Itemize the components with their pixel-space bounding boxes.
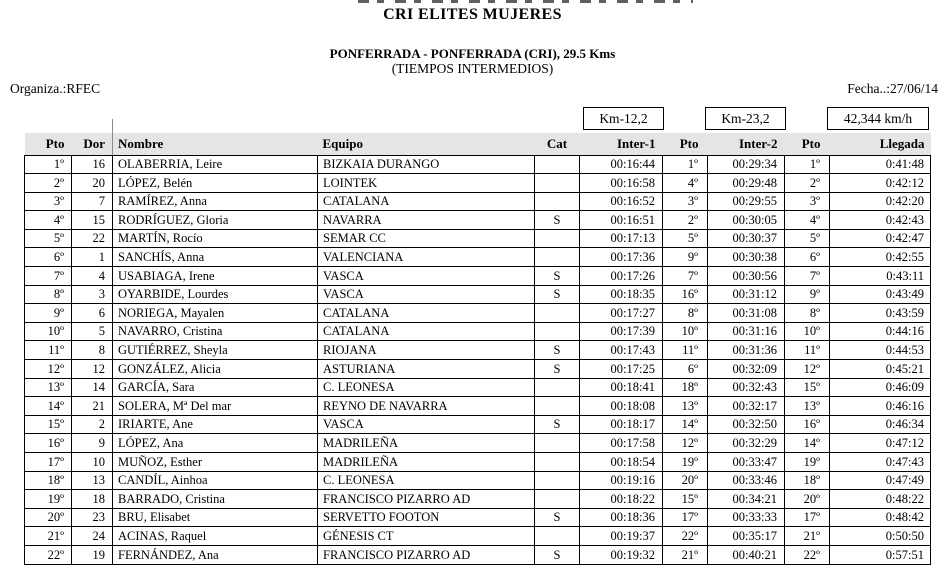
cell-equipo: CATALANA <box>318 322 535 341</box>
cell-pto-inter1: 19º <box>663 453 708 472</box>
cell-inter1: 00:17:58 <box>580 434 663 453</box>
cell-llegada: 0:43:59 <box>830 304 931 323</box>
cell-llegada: 0:46:16 <box>830 397 931 416</box>
cell-pto-inter1: 11º <box>663 341 708 360</box>
table-row <box>25 527 931 546</box>
cell-inter1: 00:17:39 <box>580 322 663 341</box>
cell-llegada: 0:42:20 <box>830 192 931 211</box>
cell-equipo: BIZKAIA DURANGO <box>318 155 535 174</box>
cell-pto: 20º <box>25 508 72 527</box>
cell-dor: 6 <box>72 304 113 323</box>
cell-inter2: 00:29:48 <box>708 174 785 193</box>
cell-equipo: VASCA <box>318 285 535 304</box>
cell-pto-inter2: 20º <box>785 490 830 509</box>
cell-nombre: OYARBIDE, Lourdes <box>113 285 318 304</box>
cell-dor: 22 <box>72 229 113 248</box>
cell-inter1: 00:16:51 <box>580 211 663 230</box>
table-row <box>25 322 931 341</box>
cell-cat <box>535 248 580 267</box>
cell-inter1: 00:19:16 <box>580 471 663 490</box>
cell-llegada: 0:48:42 <box>830 508 931 527</box>
cell-inter2: 00:30:56 <box>708 267 785 286</box>
cell-pto-inter1: 6º <box>663 360 708 379</box>
cell-inter1: 00:16:44 <box>580 155 663 174</box>
header-pto: Pto <box>25 133 72 155</box>
cell-pto-inter2: 14º <box>785 434 830 453</box>
cell-inter2: 00:33:47 <box>708 453 785 472</box>
results-tbody <box>25 155 931 564</box>
cell-dor: 7 <box>72 192 113 211</box>
cell-pto: 12º <box>25 360 72 379</box>
cell-llegada: 0:45:21 <box>830 360 931 379</box>
cell-pto: 11º <box>25 341 72 360</box>
cell-inter1: 00:17:36 <box>580 248 663 267</box>
cell-cat <box>535 397 580 416</box>
cell-cat <box>535 453 580 472</box>
table-row <box>25 397 931 416</box>
cell-pto: 19º <box>25 490 72 509</box>
cell-pto: 1º <box>25 155 72 174</box>
cell-nombre: FERNÁNDEZ, Ana <box>113 545 318 564</box>
checkpoint-km12-box: Km-12,2 <box>583 107 664 130</box>
cell-equipo: VASCA <box>318 267 535 286</box>
table-row <box>25 304 931 323</box>
cell-cat: S <box>535 267 580 286</box>
cell-cat <box>535 490 580 509</box>
cell-cat: S <box>535 211 580 230</box>
cell-inter2: 00:31:08 <box>708 304 785 323</box>
cell-llegada: 0:42:55 <box>830 248 931 267</box>
cell-cat <box>535 378 580 397</box>
cell-dor: 10 <box>72 453 113 472</box>
cell-pto: 17º <box>25 453 72 472</box>
cell-nombre: CANDÍL, Ainhoa <box>113 471 318 490</box>
cell-inter1: 00:17:27 <box>580 304 663 323</box>
cell-dor: 20 <box>72 174 113 193</box>
header-row <box>25 133 931 155</box>
cell-nombre: NAVARRO, Cristina <box>113 322 318 341</box>
cell-inter2: 00:32:43 <box>708 378 785 397</box>
cell-pto-inter2: 13º <box>785 397 830 416</box>
cell-pto-inter1: 8º <box>663 304 708 323</box>
cell-llegada: 0:43:49 <box>830 285 931 304</box>
cell-inter1: 00:17:26 <box>580 267 663 286</box>
cell-dor: 13 <box>72 471 113 490</box>
cell-pto-inter1: 3º <box>663 192 708 211</box>
date-label: Fecha..:27/06/14 <box>847 81 938 96</box>
cell-nombre: GARCÍA, Sara <box>113 378 318 397</box>
results-table-header <box>25 133 931 155</box>
cell-nombre: ACINAS, Raquel <box>113 527 318 546</box>
cell-llegada: 0:57:51 <box>830 545 931 564</box>
cell-inter2: 00:31:16 <box>708 322 785 341</box>
cell-cat <box>535 322 580 341</box>
cell-cat: S <box>535 545 580 564</box>
header-inter2: Inter-2 <box>708 133 785 155</box>
cell-pto: 18º <box>25 471 72 490</box>
cell-pto: 9º <box>25 304 72 323</box>
cell-inter2: 00:32:17 <box>708 397 785 416</box>
cell-pto: 2º <box>25 174 72 193</box>
cell-inter2: 00:32:09 <box>708 360 785 379</box>
cell-pto: 10º <box>25 322 72 341</box>
cell-inter1: 00:17:25 <box>580 360 663 379</box>
cell-inter2: 00:31:12 <box>708 285 785 304</box>
cell-dor: 21 <box>72 397 113 416</box>
cell-inter1: 00:18:41 <box>580 378 663 397</box>
cell-pto-inter2: 15º <box>785 378 830 397</box>
cell-cat <box>535 155 580 174</box>
cell-dor: 8 <box>72 341 113 360</box>
cell-pto-inter1: 4º <box>663 174 708 193</box>
cell-pto-inter1: 10º <box>663 322 708 341</box>
cell-pto: 8º <box>25 285 72 304</box>
cell-pto-inter1: 21º <box>663 545 708 564</box>
cropped-text-top-edge <box>358 0 693 3</box>
cell-pto: 14º <box>25 397 72 416</box>
cell-llegada: 0:42:47 <box>830 229 931 248</box>
cell-llegada: 0:46:34 <box>830 415 931 434</box>
table-row <box>25 155 931 174</box>
cell-pto: 15º <box>25 415 72 434</box>
table-row <box>25 415 931 434</box>
cell-inter1: 00:18:36 <box>580 508 663 527</box>
cell-pto-inter1: 20º <box>663 471 708 490</box>
cell-pto-inter2: 3º <box>785 192 830 211</box>
cell-pto-inter2: 5º <box>785 229 830 248</box>
cell-pto-inter1: 17º <box>663 508 708 527</box>
cell-llegada: 0:44:16 <box>830 322 931 341</box>
cell-dor: 24 <box>72 527 113 546</box>
cell-nombre: IRIARTE, Ane <box>113 415 318 434</box>
cell-nombre: BRU, Elisabet <box>113 508 318 527</box>
cell-equipo: SEMAR CC <box>318 229 535 248</box>
cell-inter1: 00:18:17 <box>580 415 663 434</box>
cell-inter1: 00:16:58 <box>580 174 663 193</box>
cell-equipo: ASTURIANA <box>318 360 535 379</box>
cell-inter2: 00:30:37 <box>708 229 785 248</box>
cell-pto: 7º <box>25 267 72 286</box>
cell-cat: S <box>535 285 580 304</box>
table-row <box>25 248 931 267</box>
table-row <box>25 285 931 304</box>
cell-pto: 21º <box>25 527 72 546</box>
cell-llegada: 0:42:43 <box>830 211 931 230</box>
cell-equipo: REYNO DE NAVARRA <box>318 397 535 416</box>
cell-llegada: 0:44:53 <box>830 341 931 360</box>
cell-nombre: LÓPEZ, Belén <box>113 174 318 193</box>
cell-llegada: 0:50:50 <box>830 527 931 546</box>
cell-pto: 13º <box>25 378 72 397</box>
cell-cat: S <box>535 341 580 360</box>
cell-pto: 3º <box>25 192 72 211</box>
cell-equipo: VASCA <box>318 415 535 434</box>
cell-pto-inter2: 16º <box>785 415 830 434</box>
checkpoint-km23-box: Km-23,2 <box>705 107 786 130</box>
cell-llegada: 0:47:43 <box>830 453 931 472</box>
cell-inter1: 00:18:35 <box>580 285 663 304</box>
header-dor: Dor <box>72 133 113 155</box>
table-row <box>25 490 931 509</box>
results-table <box>24 133 931 565</box>
cell-pto-inter2: 12º <box>785 360 830 379</box>
cell-equipo: CATALANA <box>318 304 535 323</box>
table-row <box>25 471 931 490</box>
cell-inter2: 00:31:36 <box>708 341 785 360</box>
cell-equipo: RIOJANA <box>318 341 535 360</box>
cell-nombre: SANCHÍS, Anna <box>113 248 318 267</box>
cell-dor: 19 <box>72 545 113 564</box>
cell-equipo: NAVARRA <box>318 211 535 230</box>
cell-pto: 5º <box>25 229 72 248</box>
cell-pto: 6º <box>25 248 72 267</box>
table-row <box>25 174 931 193</box>
cell-pto-inter2: 2º <box>785 174 830 193</box>
header-cat: Cat <box>535 133 580 155</box>
cell-inter2: 00:33:33 <box>708 508 785 527</box>
cell-equipo: SERVETTO FOOTON <box>318 508 535 527</box>
cell-nombre: BARRADO, Cristina <box>113 490 318 509</box>
cell-dor: 5 <box>72 322 113 341</box>
table-row <box>25 192 931 211</box>
cell-pto-inter2: 17º <box>785 508 830 527</box>
cell-nombre: MARTÍN, Rocío <box>113 229 318 248</box>
cell-pto-inter1: 2º <box>663 211 708 230</box>
cell-nombre: GUTIÉRREZ, Sheyla <box>113 341 318 360</box>
cell-equipo: VALENCIANA <box>318 248 535 267</box>
cell-llegada: 0:41:48 <box>830 155 931 174</box>
cell-equipo: LOINTEK <box>318 174 535 193</box>
cell-pto-inter1: 14º <box>663 415 708 434</box>
cell-cat <box>535 229 580 248</box>
cell-llegada: 0:43:11 <box>830 267 931 286</box>
table-row <box>25 453 931 472</box>
cell-cat: S <box>535 508 580 527</box>
cell-equipo: CATALANA <box>318 192 535 211</box>
cell-inter2: 00:32:29 <box>708 434 785 453</box>
cell-inter1: 00:17:43 <box>580 341 663 360</box>
table-row <box>25 508 931 527</box>
cell-cat <box>535 174 580 193</box>
cell-equipo: FRANCISCO PIZARRO AD <box>318 490 535 509</box>
cell-pto-inter1: 16º <box>663 285 708 304</box>
cell-inter2: 00:35:17 <box>708 527 785 546</box>
header-pto-inter1: Pto <box>663 133 708 155</box>
cell-inter1: 00:18:22 <box>580 490 663 509</box>
table-row <box>25 378 931 397</box>
cell-pto-inter2: 6º <box>785 248 830 267</box>
cell-cat <box>535 527 580 546</box>
cell-pto-inter1: 22º <box>663 527 708 546</box>
cell-llegada: 0:47:12 <box>830 434 931 453</box>
cell-inter1: 00:19:32 <box>580 545 663 564</box>
cell-llegada: 0:46:09 <box>830 378 931 397</box>
cell-inter1: 00:18:54 <box>580 453 663 472</box>
table-row <box>25 211 931 230</box>
cell-equipo: MADRILEÑA <box>318 434 535 453</box>
page-title: CRI ELITES MUJERES <box>383 6 562 23</box>
cell-inter2: 00:30:38 <box>708 248 785 267</box>
header-nombre: Nombre <box>113 133 318 155</box>
cell-pto-inter1: 7º <box>663 267 708 286</box>
cell-dor: 14 <box>72 378 113 397</box>
cell-inter2: 00:33:46 <box>708 471 785 490</box>
cell-nombre: OLABERRIA, Leire <box>113 155 318 174</box>
cell-inter1: 00:17:13 <box>580 229 663 248</box>
cell-cat <box>535 304 580 323</box>
cell-inter2: 00:34:21 <box>708 490 785 509</box>
cell-nombre: GONZÁLEZ, Alicia <box>113 360 318 379</box>
cell-pto: 16º <box>25 434 72 453</box>
organizer-label: Organiza.:RFEC <box>10 81 101 96</box>
cell-cat: S <box>535 360 580 379</box>
cell-pto-inter1: 15º <box>663 490 708 509</box>
cell-pto-inter2: 18º <box>785 471 830 490</box>
cell-dor: 16 <box>72 155 113 174</box>
cell-pto-inter2: 8º <box>785 304 830 323</box>
table-row <box>25 545 931 564</box>
cell-dor: 1 <box>72 248 113 267</box>
cell-inter2: 00:30:05 <box>708 211 785 230</box>
column-divider-tick <box>112 119 113 134</box>
cell-inter2: 00:40:21 <box>708 545 785 564</box>
cell-pto-inter2: 7º <box>785 267 830 286</box>
cell-pto-inter2: 21º <box>785 527 830 546</box>
table-row <box>25 434 931 453</box>
cell-pto-inter2: 11º <box>785 341 830 360</box>
header-llegada: Llegada <box>830 133 931 155</box>
cell-pto: 4º <box>25 211 72 230</box>
cell-equipo: FRANCISCO PIZARRO AD <box>318 545 535 564</box>
cell-dor: 3 <box>72 285 113 304</box>
cell-equipo: C. LEONESA <box>318 471 535 490</box>
cell-cat: S <box>535 415 580 434</box>
cell-pto-inter2: 4º <box>785 211 830 230</box>
cell-equipo: GÉNESIS CT <box>318 527 535 546</box>
table-row <box>25 341 931 360</box>
cell-nombre: LÓPEZ, Ana <box>113 434 318 453</box>
cell-pto-inter2: 19º <box>785 453 830 472</box>
cell-inter2: 00:29:55 <box>708 192 785 211</box>
table-row <box>25 360 931 379</box>
table-row <box>25 267 931 286</box>
cell-cat <box>535 192 580 211</box>
cell-inter1: 00:19:37 <box>580 527 663 546</box>
cell-pto: 22º <box>25 545 72 564</box>
cell-equipo: C. LEONESA <box>318 378 535 397</box>
cell-llegada: 0:48:22 <box>830 490 931 509</box>
cell-dor: 2 <box>72 415 113 434</box>
cell-nombre: NORIEGA, Mayalen <box>113 304 318 323</box>
cell-pto-inter2: 1º <box>785 155 830 174</box>
cell-cat <box>535 471 580 490</box>
cell-nombre: USABIAGA, Irene <box>113 267 318 286</box>
cell-nombre: SOLERA, Mª Del mar <box>113 397 318 416</box>
cell-llegada: 0:47:49 <box>830 471 931 490</box>
header-pto-inter2: Pto <box>785 133 830 155</box>
cell-pto-inter1: 5º <box>663 229 708 248</box>
cell-nombre: RAMÍREZ, Anna <box>113 192 318 211</box>
cell-dor: 18 <box>72 490 113 509</box>
cell-dor: 12 <box>72 360 113 379</box>
table-row <box>25 229 931 248</box>
cell-dor: 23 <box>72 508 113 527</box>
cell-pto-inter2: 9º <box>785 285 830 304</box>
cell-inter2: 00:29:34 <box>708 155 785 174</box>
cell-pto-inter1: 9º <box>663 248 708 267</box>
cell-pto-inter2: 10º <box>785 322 830 341</box>
cell-pto-inter1: 1º <box>663 155 708 174</box>
cell-dor: 15 <box>72 211 113 230</box>
header-inter1: Inter-1 <box>580 133 663 155</box>
cell-nombre: RODRÍGUEZ, Gloria <box>113 211 318 230</box>
cell-pto-inter2: 22º <box>785 545 830 564</box>
cell-cat <box>535 434 580 453</box>
cell-inter1: 00:18:08 <box>580 397 663 416</box>
cell-inter2: 00:32:50 <box>708 415 785 434</box>
cell-equipo: MADRILEÑA <box>318 453 535 472</box>
cell-pto-inter1: 18º <box>663 378 708 397</box>
cell-llegada: 0:42:12 <box>830 174 931 193</box>
cell-pto-inter1: 13º <box>663 397 708 416</box>
race-route-subtitle: PONFERRADA - PONFERRADA (CRI), 29.5 Kms <box>329 46 616 61</box>
cell-pto-inter1: 12º <box>663 434 708 453</box>
cell-inter1: 00:16:52 <box>580 192 663 211</box>
average-speed-box: 42,344 km/h <box>827 107 929 130</box>
cell-nombre: MUÑOZ, Esther <box>113 453 318 472</box>
cell-dor: 4 <box>72 267 113 286</box>
header-equipo: Equipo <box>318 133 535 155</box>
cell-dor: 9 <box>72 434 113 453</box>
intermediate-times-subtitle: (TIEMPOS INTERMEDIOS) <box>391 61 554 76</box>
